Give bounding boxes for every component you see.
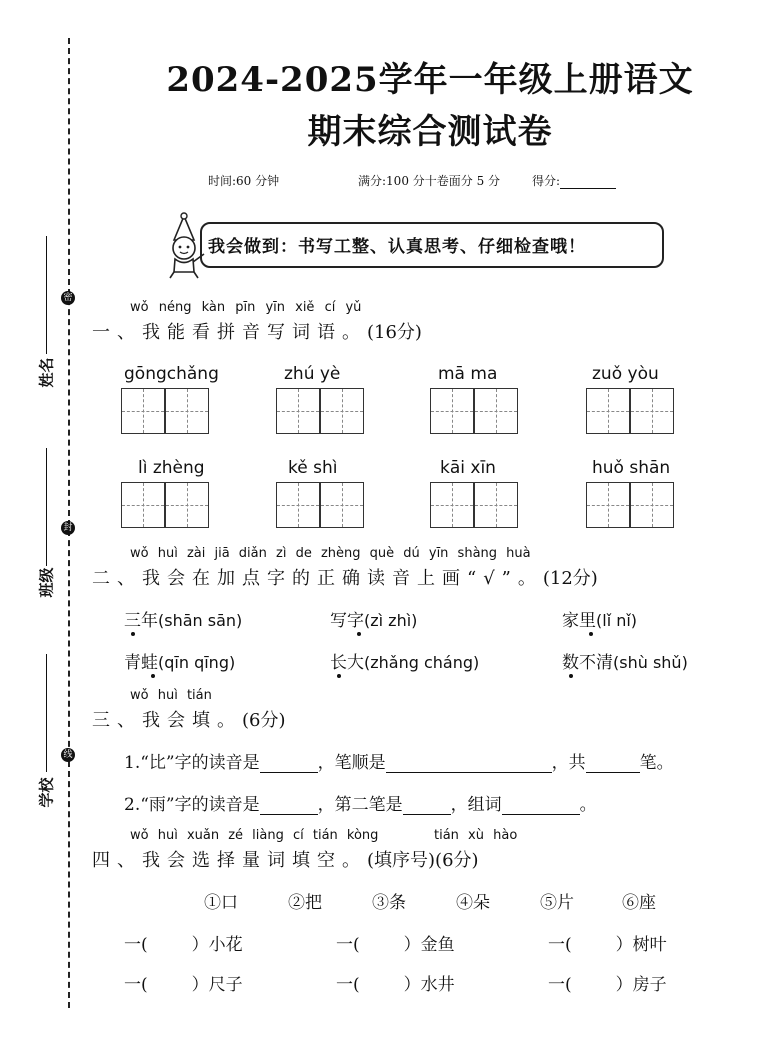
emphasis-dot	[151, 674, 155, 678]
s4-fill-2[interactable]: 一( ）金鱼	[336, 935, 455, 955]
s3-question-2: 2.“雨”字的读音是 ，第二笔是 ，组词 。	[124, 795, 597, 815]
s4-fill-1[interactable]: 一( ）小花	[124, 935, 243, 955]
school-label: 学校	[37, 777, 56, 808]
emphasis-dot	[337, 674, 341, 678]
writing-box[interactable]	[276, 388, 320, 434]
answer-blank[interactable]	[502, 800, 580, 815]
page-title-line2: 期末综合测试卷	[307, 112, 553, 152]
s4-pinyin: wǒ huì xuǎn zé liàng cí tián kòng	[130, 828, 379, 843]
s2-item-6[interactable]: 数不清(shù shǔ)	[562, 653, 688, 673]
s2-heading: 二、我会在加点字的正确读音上画“√”。(12分)	[92, 568, 598, 589]
emphasis-dot	[357, 632, 361, 636]
option-3: ③条	[372, 893, 406, 913]
score-label: 得分:	[532, 174, 561, 188]
s4-fill-5[interactable]: 一( ）水井	[336, 975, 455, 995]
writing-box[interactable]	[430, 388, 474, 434]
emphasis-dot	[131, 632, 135, 636]
s1-heading: 一、我能看拼音写词语。(16分)	[92, 322, 422, 343]
s4-heading: 四、我会选择量词填空。(填序号)(6分)	[92, 850, 479, 871]
s4-pinyin-note: tián xù hào	[434, 828, 518, 843]
score-field[interactable]	[532, 172, 616, 189]
motto-text: 我会做到：书写工整、认真思考、仔细检查哦！	[208, 237, 586, 257]
writing-box[interactable]	[586, 388, 630, 434]
writing-box[interactable]	[430, 482, 474, 528]
s1-word-3: mā ma	[438, 364, 498, 384]
writing-box[interactable]	[121, 388, 165, 434]
s2-item-5[interactable]: 长大(zhǎng cháng)	[330, 653, 480, 673]
s2-item-1[interactable]: 三年(shān sān)	[124, 611, 243, 631]
writing-box[interactable]	[474, 388, 518, 434]
page-title-line1: 2024-2025学年一年级上册语文	[166, 60, 694, 100]
emphasis-dot	[589, 632, 593, 636]
option-6: ⑥座	[622, 893, 656, 913]
s3-heading: 三、我会填。(6分)	[92, 710, 286, 731]
s1-word-1: gōngchǎng	[124, 364, 219, 384]
s4-fill-4[interactable]: 一( ）尺子	[124, 975, 243, 995]
writing-box[interactable]	[586, 482, 630, 528]
writing-box[interactable]	[630, 388, 674, 434]
writing-box[interactable]	[630, 482, 674, 528]
name-blank[interactable]	[46, 236, 47, 354]
s1-word-4: zuǒ yòu	[592, 364, 659, 384]
s3-pinyin: wǒ huì tián	[130, 688, 212, 703]
s2-item-4[interactable]: 青蛙(qīn qīng)	[124, 653, 236, 673]
option-1: ①口	[204, 893, 238, 913]
seal-mark-feng: 封	[61, 521, 75, 535]
s1-word-2: zhú yè	[284, 364, 341, 384]
class-blank[interactable]	[46, 448, 47, 566]
s4-fill-6[interactable]: 一( ）房子	[548, 975, 667, 995]
s2-item-2[interactable]: 写字(zì zhì)	[330, 611, 418, 631]
exam-time: 时间:60 分钟	[208, 174, 280, 188]
s1-word-8: huǒ shān	[592, 458, 671, 478]
seal-mark-xian: 线	[61, 748, 75, 762]
answer-blank[interactable]	[386, 758, 552, 773]
s2-item-3[interactable]: 家里(lǐ nǐ)	[562, 611, 638, 631]
name-label: 姓名	[37, 357, 56, 388]
writing-box[interactable]	[474, 482, 518, 528]
s1-word-6: kě shì	[288, 458, 338, 478]
s3-question-1: 1.“比”字的读音是 ，笔顺是 ，共 笔。	[124, 753, 674, 773]
seal-mark-mi: 密	[61, 291, 75, 305]
school-blank[interactable]	[46, 654, 47, 772]
answer-blank[interactable]	[260, 800, 318, 815]
s2-pinyin: wǒ huì zài jiā diǎn zì de zhèng què dú yīn shàng huà	[130, 546, 531, 561]
s4-fill-3[interactable]: 一( ）树叶	[548, 935, 667, 955]
option-5: ⑤片	[540, 893, 574, 913]
s1-word-5: lì zhèng	[138, 458, 205, 478]
score-blank[interactable]	[560, 176, 616, 189]
option-4: ④朵	[456, 893, 490, 913]
writing-box[interactable]	[165, 388, 209, 434]
writing-box[interactable]	[276, 482, 320, 528]
answer-blank[interactable]	[403, 800, 451, 815]
emphasis-dot	[569, 674, 573, 678]
writing-box[interactable]	[320, 388, 364, 434]
s1-pinyin: wǒ néng kàn pīn yīn xiě cí yǔ	[130, 300, 362, 315]
writing-box[interactable]	[121, 482, 165, 528]
answer-blank[interactable]	[586, 758, 640, 773]
s1-word-7: kāi xīn	[440, 458, 496, 478]
writing-box[interactable]	[320, 482, 364, 528]
answer-blank[interactable]	[260, 758, 318, 773]
full-score: 满分:100 分十卷面分 5 分	[358, 174, 501, 188]
option-2: ②把	[288, 893, 322, 913]
writing-box[interactable]	[165, 482, 209, 528]
class-label: 班级	[37, 567, 56, 598]
